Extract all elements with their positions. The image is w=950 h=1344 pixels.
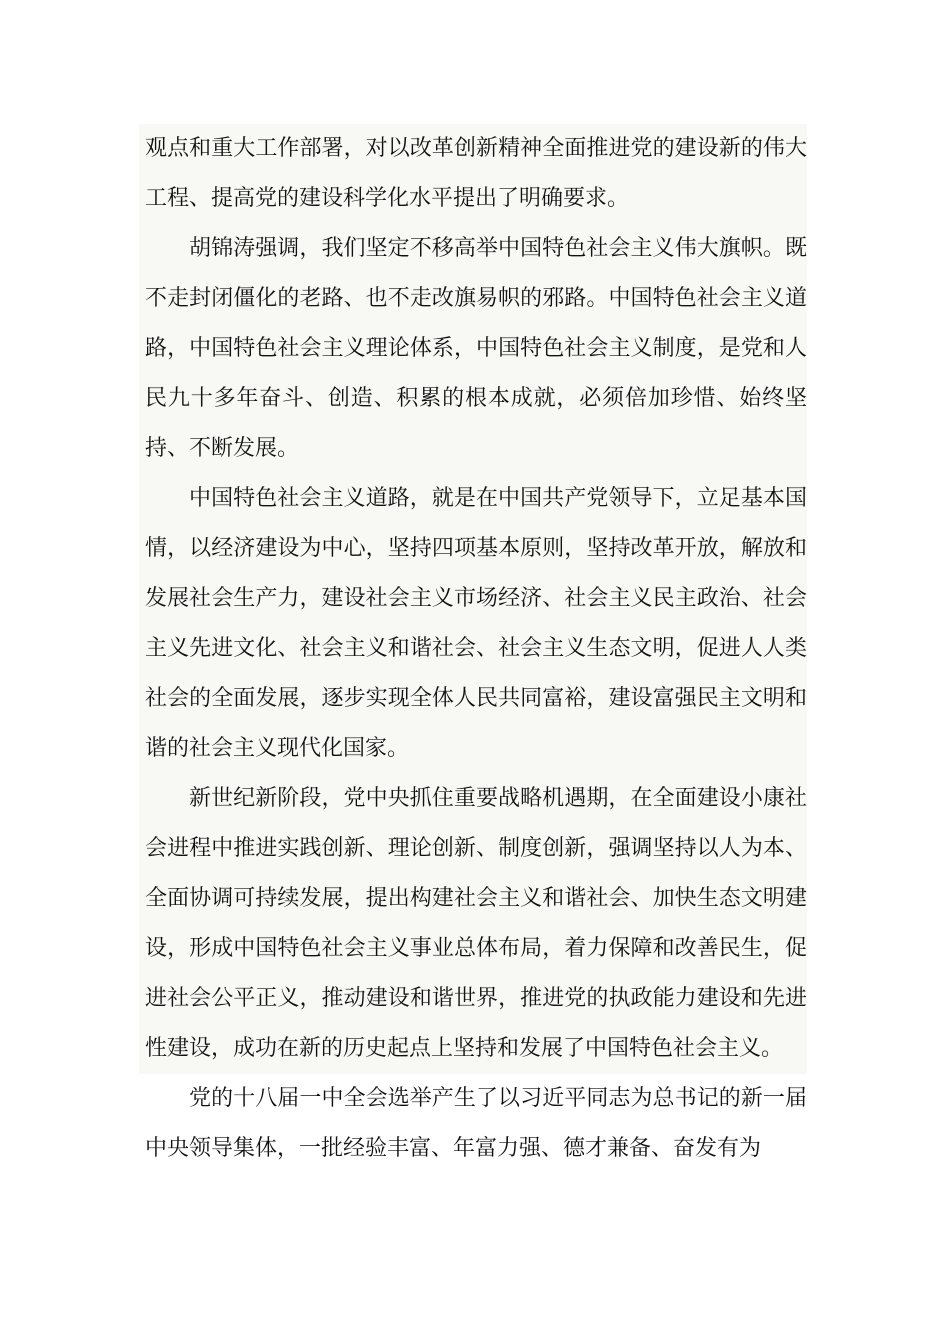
highlighted-region [139,124,807,1074]
paragraph-4: 新世纪新阶段，党中央抓住重要战略机遇期，在全面建设小康社会进程中推进实践创新、理论创新、制度创新，强调坚持以人为本、全面协调可持续发展，提出构建社会主义和谐社会、加快生态文明建设，形成中国特色社会主义事业总体布局，着力保障和改善民生，促进社会公平正义，推动建设和谐世界，推进党的执政能力建设和先进性建设，成功在新的历史起点上坚持和发展了中国特色社会主义。 [145,786,807,1061]
document-body [145,124,807,1174]
paragraph-3: 中国特色社会主义道路，就是在中国共产党领导下，立足基本国情，以经济建设为中心，坚持四项基本原则，坚持改革开放，解放和发展社会生产力，建设社会主义市场经济、社会主义民主政治、社会主义先进文化、社会主义和谐社会、社会主义生态文明，促进人人类社会的全面发展，逐步实现全体人民共同富裕，建设富强民主文明和谐的社会主义现代化国家。 [145,486,807,761]
paragraph-5: 党的十八届一中全会选举产生了以习近平同志为总书记的新一届中央领导集体，一批经验丰富、年富力强、德才兼备、奋发有为 [145,1086,807,1161]
paragraph-2: 胡锦涛强调，我们坚定不移高举中国特色社会主义伟大旗帜。既不走封闭僵化的老路、也不走改旗易帜的邪路。中国特色社会主义道路，中国特色社会主义理论体系，中国特色社会主义制度，是党和人民九十多年奋斗、创造、积累的根本成就，必须倍加珍惜、始终坚持、不断发展。 [145,236,807,461]
paragraph-1: 观点和重大工作部署，对以改革创新精神全面推进党的建设新的伟大工程、提高党的建设科学化水平提出了明确要求。 [145,136,807,211]
